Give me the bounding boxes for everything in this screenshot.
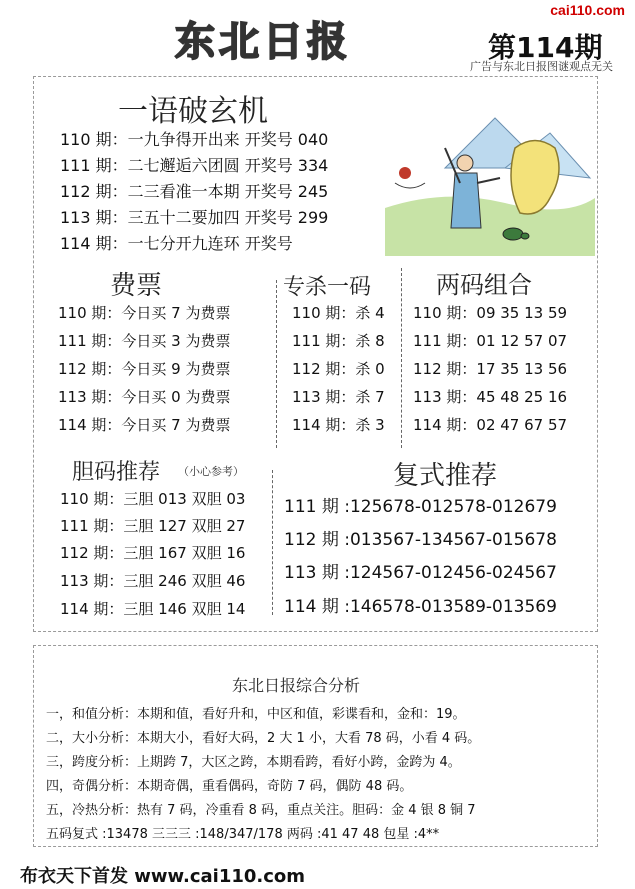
zhuansha-row: 110 期：杀 4 (292, 304, 385, 322)
fushi-row: 112 期 :013567-134567-015678 (284, 530, 557, 550)
liangma-row: 111 期：01 12 57 07 (413, 332, 568, 350)
feipiao-row: 114 期：今日买 7 为费票 (58, 416, 231, 434)
fushi-row: 113 期 :124567-012456-024567 (284, 563, 557, 583)
divider (401, 268, 402, 448)
danma-row: 110 期：三胆 013 双胆 03 (60, 490, 246, 508)
yiyu-row: 110 期：一九争得开出来 开奖号 040 (60, 130, 329, 149)
divider (276, 280, 277, 448)
newspaper-title: 东北日报 (175, 19, 351, 65)
issue-number: 第114期 (488, 31, 603, 64)
zhuansha-row: 114 期：杀 3 (292, 416, 385, 434)
divider (272, 470, 273, 615)
liangma-row: 110 期：09 35 13 59 (413, 304, 568, 322)
liangma-row: 114 期：02 47 67 57 (413, 416, 568, 434)
fushi-row: 111 期 :125678-012578-012679 (284, 497, 557, 517)
feipiao-row: 112 期：今日买 9 为费票 (58, 360, 231, 378)
site-url[interactable]: cai110.com (550, 2, 625, 18)
liangma-row: 112 期：17 35 13 56 (413, 360, 568, 378)
zhuansha-title: 专杀一码 (283, 275, 372, 300)
danma-row: 114 期：三胆 146 双胆 14 (60, 600, 246, 618)
yiyu-row: 114 期：一七分开九连环 开奖号 (60, 234, 293, 253)
fushi-row: 114 期 :146578-013589-013569 (284, 597, 557, 617)
analysis-title: 东北日报综合分析 (232, 676, 361, 695)
zhuansha-row: 111 期：杀 8 (292, 332, 385, 350)
riddle-illustration (385, 108, 595, 256)
danma-title: 胆码推荐 (72, 460, 161, 485)
danma-row: 111 期：三胆 127 双胆 27 (60, 517, 246, 535)
analysis-line: 五码复式 :13478 三三三 :148/347/178 两码 :41 47 48 包星 :4** (46, 827, 440, 842)
analysis-line: 四，奇偶分析：本期奇偶，重看偶码，奇防 7 码，偶防 48 码。 (46, 779, 413, 794)
yiyu-row: 113 期：三五十二要加四 开奖号 299 (60, 208, 329, 227)
zhuansha-row: 113 期：杀 7 (292, 388, 385, 406)
yiyu-row: 112 期：二三看准一本期 开奖号 245 (60, 182, 329, 201)
liangma-title: 两码组合 (436, 271, 532, 299)
danma-note: （小心参考） (178, 465, 244, 478)
fushi-title: 复式推荐 (393, 461, 498, 491)
footer-text: 布衣天下首发 www.cai110.com (20, 866, 306, 887)
danma-row: 113 期：三胆 246 双胆 46 (60, 572, 246, 590)
disclaimer: 广告与东北日报图谜观点无关 (470, 60, 613, 73)
liangma-row: 113 期：45 48 25 16 (413, 388, 568, 406)
danma-row: 112 期：三胆 167 双胆 16 (60, 544, 246, 562)
analysis-line: 五，冷热分析：热有 7 码，冷重看 8 码，重点关注。胆码：金 4 银 8 铜 7 (46, 803, 476, 818)
feipiao-row: 110 期：今日买 7 为费票 (58, 304, 231, 322)
yiyu-row: 111 期：二七邂逅六团圆 开奖号 334 (60, 156, 329, 175)
feipiao-title: 费票 (110, 271, 163, 301)
feipiao-row: 113 期：今日买 0 为费票 (58, 388, 231, 406)
yiyu-title: 一语破玄机 (118, 94, 268, 129)
zhuansha-row: 112 期：杀 0 (292, 360, 385, 378)
analysis-line: 二，大小分析：本期大小，看好大码，2 大 1 小，大看 78 码，小看 4 码。 (46, 731, 481, 746)
analysis-line: 一，和值分析：本期和值，看好升和，中区和值，彩谍看和，金和：19。 (46, 707, 466, 722)
feipiao-row: 111 期：今日买 3 为费票 (58, 332, 231, 350)
analysis-line: 三，跨度分析：上期跨 7，大区之跨，本期看跨，看好小跨，金跨为 4。 (46, 755, 461, 770)
